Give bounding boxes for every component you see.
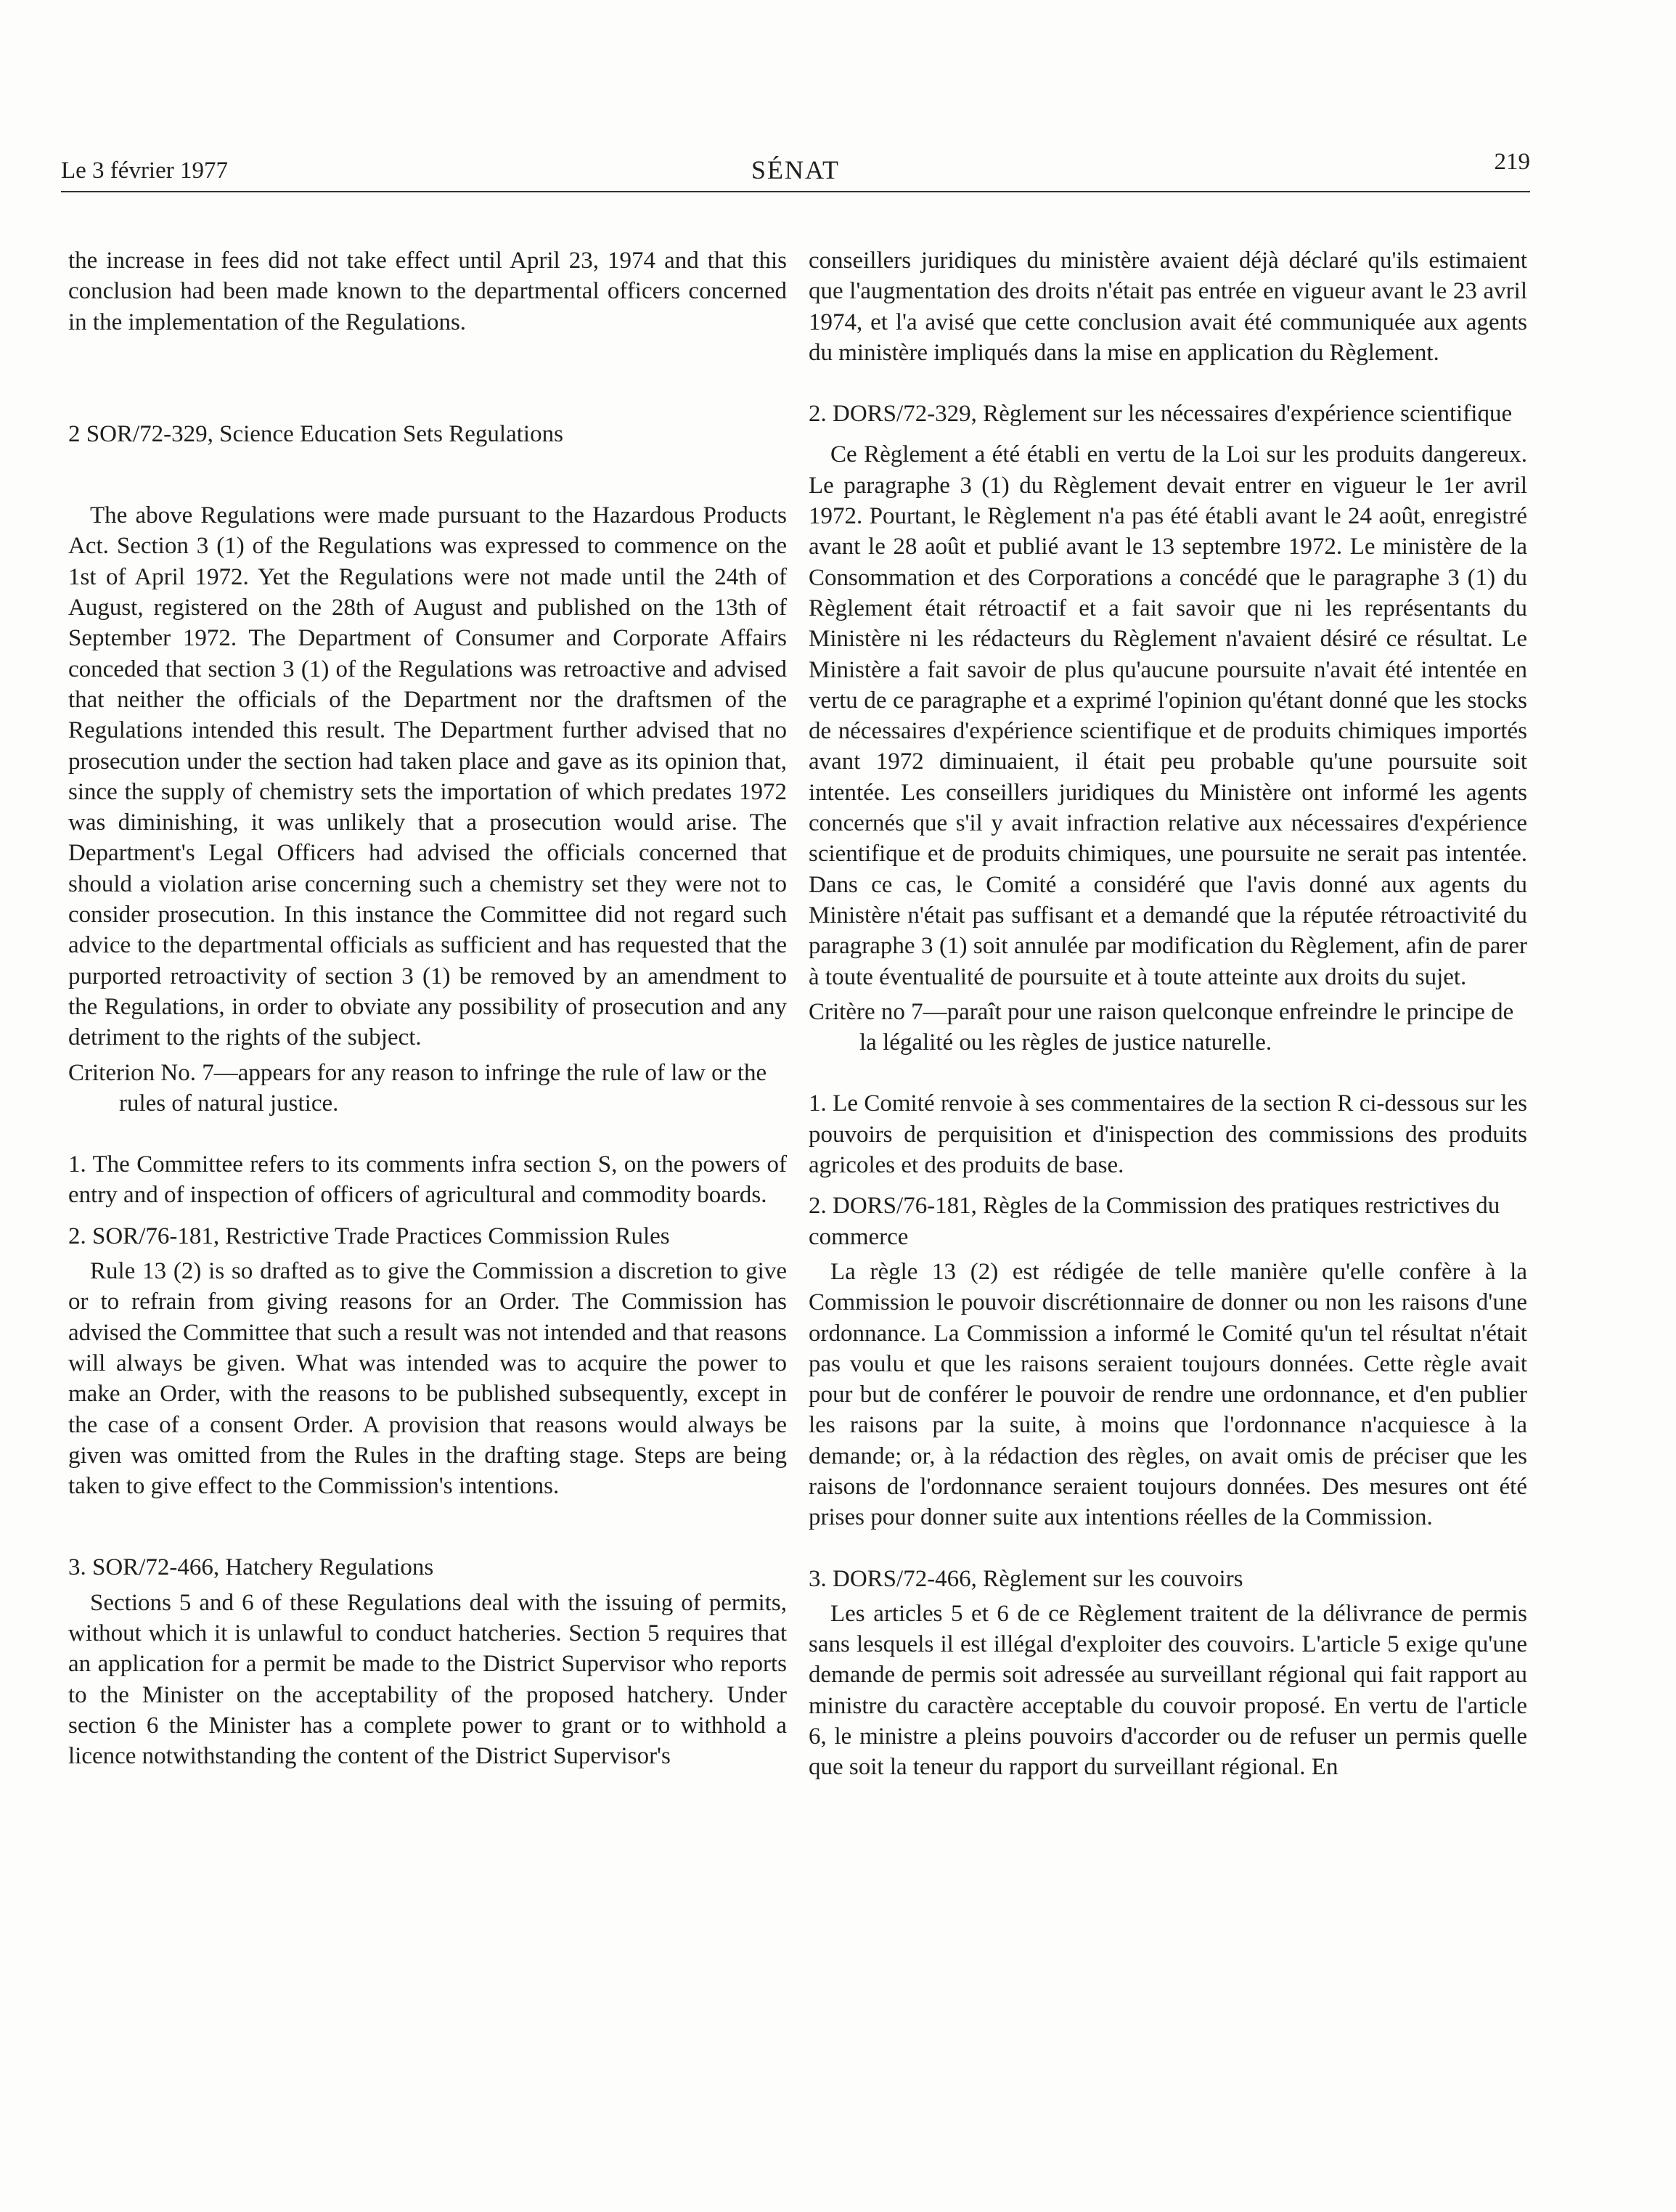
english-column [68, 245, 787, 1771]
fr-paragraph-dors-72-466: Les articles 5 et 6 de ce Règlement traitent de la délivrance de permis sans lesquels il est illégal d'exploiter des couvoirs. L'article 5 exige qu'une demande de permis soit adressée au surveillant régional qui fait rapport au ministre du caractère acceptable du couvoir proposé. En vertu de l'article 6, le ministre a pleins pouvoirs d'accorder ou de refuser un permis quelle que soit la teneur du rapport du surveillant régional. En [809, 1600, 1527, 1781]
page-header [61, 149, 1530, 192]
header-date: Le 3 février 1977 [61, 158, 228, 184]
fr-criterion-7: Critère no 7—paraît pour une raison quelconque enfreindre le principe de la légalité ou les règles de justice naturelle. [809, 998, 1514, 1056]
en-item-1: 1. The Committee refers to its comments infra section S, on the powers of entry and of inspection of officers of agricultural and commodity boards. [68, 1151, 787, 1209]
french-column [809, 245, 1527, 1783]
fr-paragraph-dors-72-329: Ce Règlement a été établi en vertu de la Loi sur les produits dangereux. Le paragraphe 3 (1) du Règlement devait entrer en vigueur le 1er avril 1972. Pourtant, le Règlement n'a pas été établi avant le 24 août, enregistré avant le 28 août et publié avant le 13 septembre 1972. Le ministère de la Consommation et des Corporations a concédé que le paragraphe 3 (1) du Règlement était rétroactif et a fait savoir que ni les représentants du Ministère ni les rédacteurs du Règlement n'avaient désiré ce résultat. Le Ministère a fait savoir de plus qu'aucune poursuite n'avait été intentée en vertu de ce paragraphe et a exprimé l'opinion qu'étant donné que les stocks de nécessaires d'expérience scientifique et de produits chimiques importés avant 1972 diminuaient, il était peu probable qu'une poursuite soit intentée. Les conseillers juridiques du Ministère ont informé les agents concernés que s'il y avait infraction relative aux nécessaires d'expérience scientifique et de produits chimiques, une poursuite ne serait pas intentée. Dans ce cas, le Comité a considéré que l'avis donné aux agents du Ministère n'était pas suffisant et a demandé que la réputée rétroactivité du paragraphe 3 (1) soit annulée par modification du Règlement, afin de parer à toute éventualité de poursuite et à toute atteinte aux droits du sujet. [809, 441, 1527, 990]
fr-heading-dors-72-329: 2. DORS/72-329, Règlement sur les nécessaires d'expérience scientifique [809, 401, 1513, 428]
page-number: 219 [1494, 149, 1530, 175]
en-paragraph-sor-72-329: The above Regulations were made pursuant to the Hazardous Products Act. Section 3 (1) of the Regulations was expressed to commence on the 1st of April 1972. Yet the Regulations were not made until the 24th of August, registered on the 28th of August and published on the 13th of September 1972. The Department of Consumer and Corporate Affairs conceded that section 3 (1) of the Regulations was retroactive and advised that neither the officials of the Department nor the draftsmen of the Regulations intended this result. The Department further advised that no prosecution under the section had taken place and gave as its opinion that, since the supply of chemistry sets the importation of which predates 1972 was diminishing, it was unlikely that a prosecution would arise. The Department's Legal Officers had advised the officials concerned that should a violation arise concerning such a chemistry set they were not to consider prosecution. In this instance the Committee did not regard such advice to the departmental officials as sufficient and has requested that the purported retroactivity of section 3 (1) be removed by an amendment to the Regulations, in order to obviate any possibility of prosecution and any detriment to the rights of the subject. [68, 502, 787, 1051]
en-criterion-7: Criterion No. 7—appears for any reason to infringe the rule of law or the rules of natural justice. [68, 1059, 767, 1117]
en-paragraph-sor-76-181: Rule 13 (2) is so drafted as to give the Commission a discretion to give or to refrain from giving reasons for an Order. The Commission has advised the Committee that such a result was not intended and that reasons will always be given. What was intended was to acquire the power to make an Order, with the reasons to be published subsequently, except in the case of a consent Order. A provision that reasons would always be given was omitted from the Rules in the drafting stage. Steps are being taken to give effect to the Commission's intentions. [68, 1258, 787, 1500]
header-title: SÉNAT [751, 155, 840, 184]
en-heading-sor-76-181: 2. SOR/76-181, Restrictive Trade Practices Commission Rules [68, 1223, 670, 1249]
fr-intro-paragraph: conseillers juridiques du ministère avaient déjà déclaré qu'ils estimaient que l'augmentation des droits n'était pas entrée en vigueur avant le 23 avril 1974, et l'a avisé que cette conclusion avait été communiquée aux agents du ministère impliqués dans la mise en application du Règlement. [809, 248, 1527, 366]
en-intro-paragraph: the increase in fees did not take effect until April 23, 1974 and that this conclusion had been made known to the departmental officers concerned in the implementation of the Regulations. [68, 248, 787, 335]
fr-heading-dors-76-181: 2. DORS/76-181, Règles de la Commission des pratiques restrictives du commerce [809, 1193, 1500, 1250]
fr-heading-dors-72-466: 3. DORS/72-466, Règlement sur les couvoirs [809, 1565, 1243, 1592]
fr-paragraph-dors-76-181: La règle 13 (2) est rédigée de telle manière qu'elle confère à la Commission le pouvoir discrétionnaire de donner ou non les raisons d'une ordonnance. La Commission a informé le Comité qu'un tel résultat n'était pas voulu et que les raisons seraient toujours données. Cette règle avait pour but de conférer le pouvoir de rendre une ordonnance, et d'en publier les raisons par la suite, à moins que l'ordonnance n'acquiesce à la demande; or, à la rédaction des règles, on avait omis de préciser que les raisons de l'ordonnance seraient toujours données. Des mesures ont été prises pour donner suite aux intentions réelles de la Commission. [809, 1258, 1527, 1531]
fr-item-1: 1. Le Comité renvoie à ses commentaires de la section R ci-dessous sur les pouvoirs de perquisition et d'inispection des commissions des produits agricoles et des produits de base. [809, 1090, 1527, 1179]
en-heading-sor-72-466: 3. SOR/72-466, Hatchery Regulations [68, 1554, 434, 1581]
en-paragraph-sor-72-466: Sections 5 and 6 of these Regulations deal with the issuing of permits, without which it is unlawful to conduct hatcheries. Section 5 requires that an application for a permit be made to the District Supervisor who reports to the Minister on the acceptability of the proposed hatchery. Under section 6 the Minister has a complete power to grant or to withhold a licence notwithstanding the content of the District Supervisor's [68, 1589, 787, 1770]
en-heading-sor-72-329: 2 SOR/72-329, Science Education Sets Regulations [68, 420, 563, 447]
